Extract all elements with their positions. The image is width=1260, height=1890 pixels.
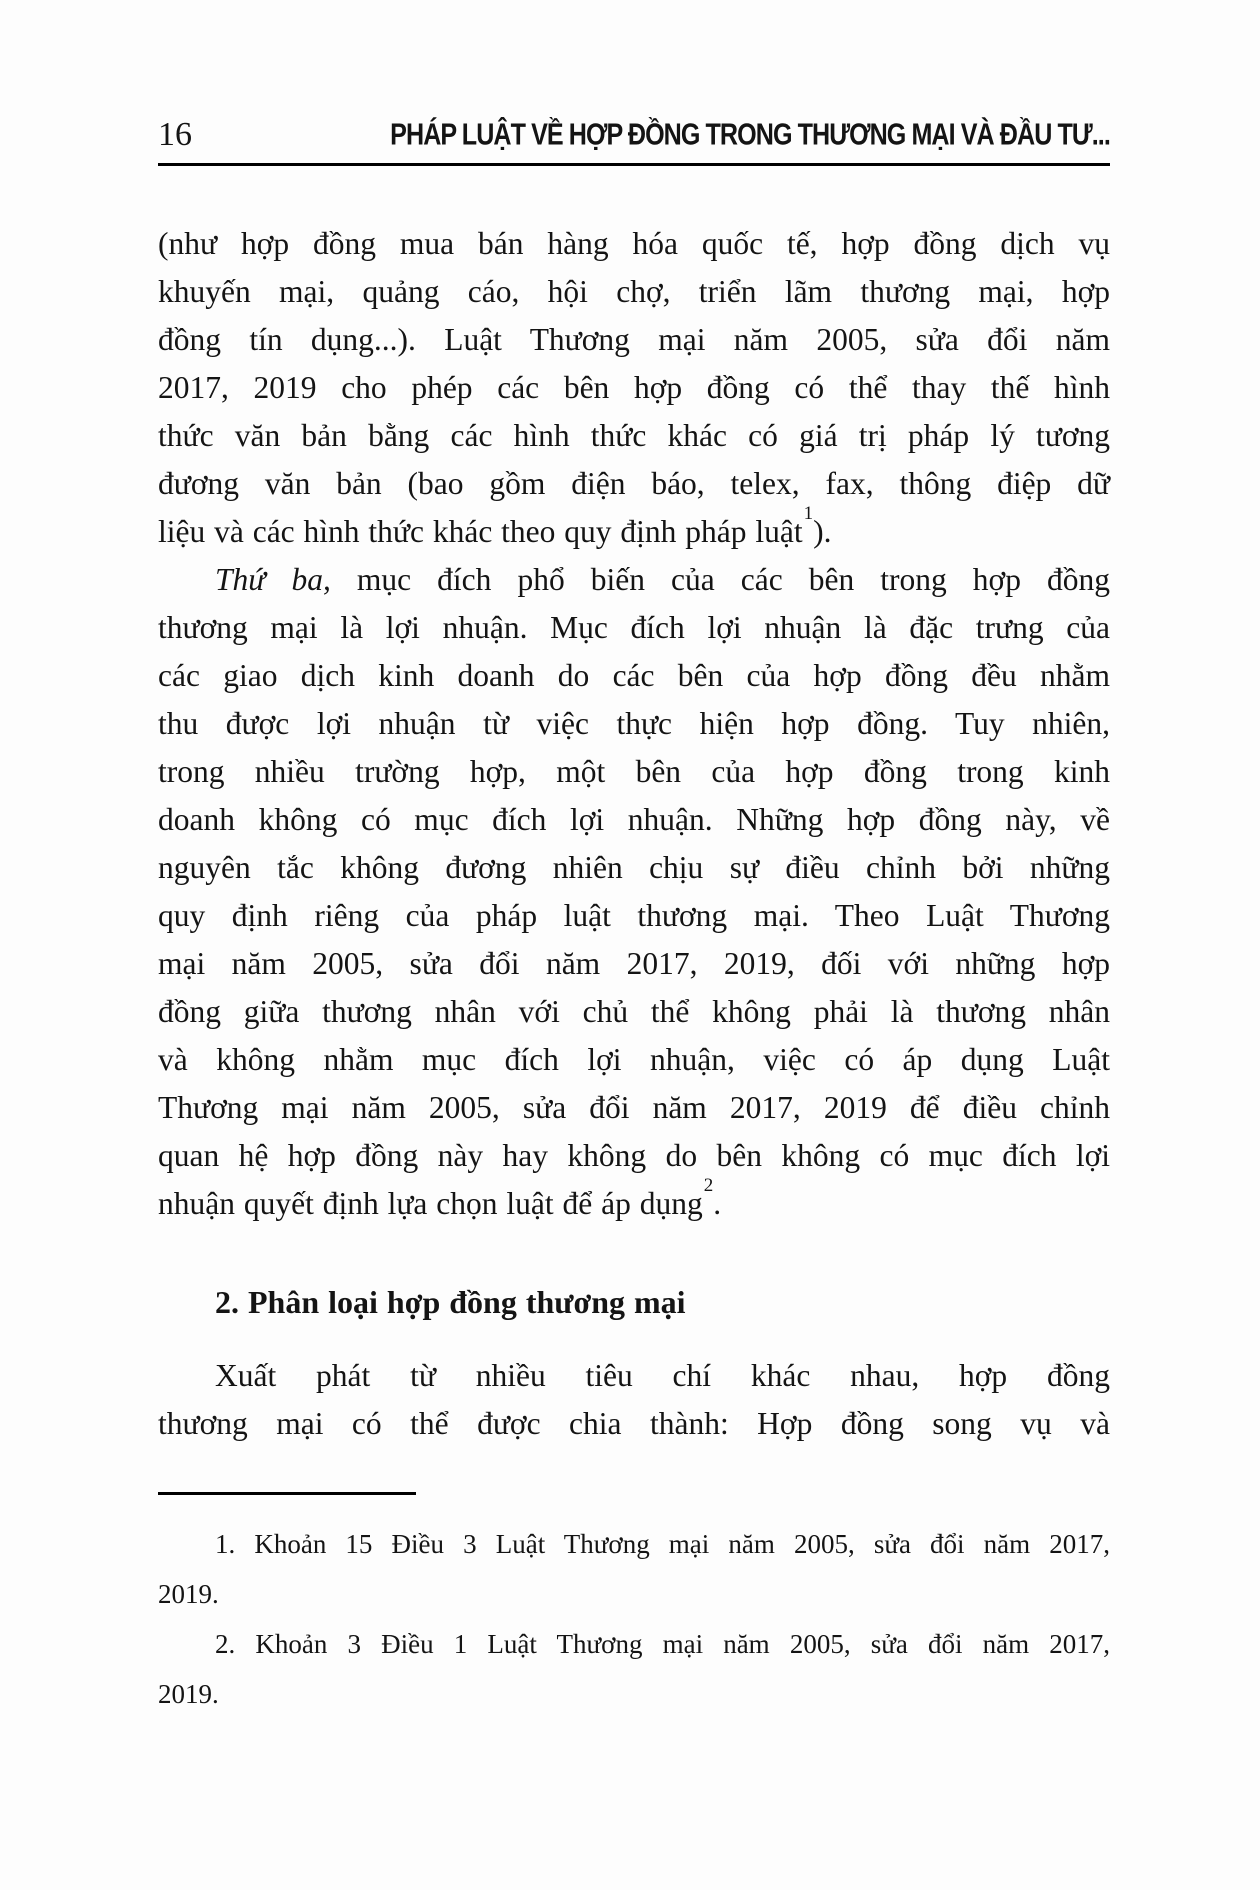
footnote-line: 1. Khoản 15 Điều 3 Luật Thương mại năm 2005, sửa đổi năm 2017, xyxy=(215,1529,1110,1559)
body-line-text: mục đích phổ biến của các bên trong hợp đồng xyxy=(330,562,1110,597)
body-text xyxy=(158,220,1110,1448)
body-line-tail: . xyxy=(713,1186,722,1221)
running-header-title: PHÁP LUẬT VỀ HỢP ĐỒNG TRONG THƯƠNG MẠI VÀ ĐẦU TƯ... xyxy=(390,117,1110,152)
footnote-separator-rule xyxy=(158,1492,416,1495)
body-line xyxy=(158,556,1110,604)
body-line-text: liệu và các hình thức khác theo quy định pháp luật xyxy=(158,514,803,549)
footnote-line: 2. Khoản 3 Điều 1 Luật Thương mại năm 2005, sửa đổi năm 2017, xyxy=(215,1629,1110,1659)
body-line: quy định riêng của pháp luật thương mại. Theo Luật Thương xyxy=(158,898,1110,933)
body-line: các giao dịch kinh doanh do các bên của hợp đồng đều nhằm xyxy=(158,658,1110,693)
body-line: mại năm 2005, sửa đổi năm 2017, 2019, đối với những hợp xyxy=(158,946,1110,981)
footnote-line: 2019. xyxy=(158,1679,219,1709)
body-line: Thương mại năm 2005, sửa đổi năm 2017, 2019 để điều chỉnh xyxy=(158,1090,1110,1125)
footnote-ref-1: 1 xyxy=(803,502,814,524)
body-line: Xuất phát từ nhiều tiêu chí khác nhau, hợp đồng xyxy=(215,1358,1110,1393)
body-line: (như hợp đồng mua bán hàng hóa quốc tế, hợp đồng dịch vụ xyxy=(158,226,1110,261)
body-line: quan hệ hợp đồng này hay không do bên không có mục đích lợi xyxy=(158,1138,1110,1173)
body-line: 2017, 2019 cho phép các bên hợp đồng có thể thay thế hình xyxy=(158,370,1110,405)
body-line: nguyên tắc không đương nhiên chịu sự điều chỉnh bởi những xyxy=(158,850,1110,885)
body-line-text: nhuận quyết định lựa chọn luật để áp dụng xyxy=(158,1186,703,1221)
page-number: 16 xyxy=(158,116,192,153)
page-header xyxy=(158,118,1110,152)
section-heading: 2. Phân loại hợp đồng thương mại xyxy=(215,1284,686,1320)
body-line-tail: ). xyxy=(813,514,832,549)
header-rule xyxy=(158,163,1110,166)
body-line: đương văn bản (bao gồm điện báo, telex, fax, thông điệp dữ xyxy=(158,466,1110,501)
body-line xyxy=(158,1174,1110,1228)
body-line: khuyến mại, quảng cáo, hội chợ, triển lãm thương mại, hợp xyxy=(158,274,1110,309)
body-line: đồng giữa thương nhân với chủ thể không phải là thương nhân xyxy=(158,994,1110,1029)
body-line: thức văn bản bằng các hình thức khác có giá trị pháp lý tương xyxy=(158,418,1110,453)
footnote-line: 2019. xyxy=(158,1579,219,1609)
body-line: thương mại là lợi nhuận. Mục đích lợi nhuận là đặc trưng của xyxy=(158,610,1110,645)
footnote xyxy=(158,1519,1110,1619)
body-line xyxy=(158,502,1110,556)
footnote xyxy=(158,1619,1110,1719)
body-line: và không nhằm mục đích lợi nhuận, việc có áp dụng Luật xyxy=(158,1042,1110,1077)
footnote-ref-2: 2 xyxy=(703,1174,714,1196)
body-line: thương mại có thể được chia thành: Hợp đồng song vụ và xyxy=(158,1406,1110,1441)
body-line: doanh không có mục đích lợi nhuận. Những hợp đồng này, về xyxy=(158,802,1110,837)
paragraph-lead: Thứ ba, xyxy=(215,562,331,597)
footnotes xyxy=(158,1519,1110,1719)
body-line: thu được lợi nhuận từ việc thực hiện hợp đồng. Tuy nhiên, xyxy=(158,706,1110,741)
body-line: đồng tín dụng...). Luật Thương mại năm 2005, sửa đổi năm xyxy=(158,322,1110,357)
body-line: trong nhiều trường hợp, một bên của hợp đồng trong kinh xyxy=(158,754,1110,789)
